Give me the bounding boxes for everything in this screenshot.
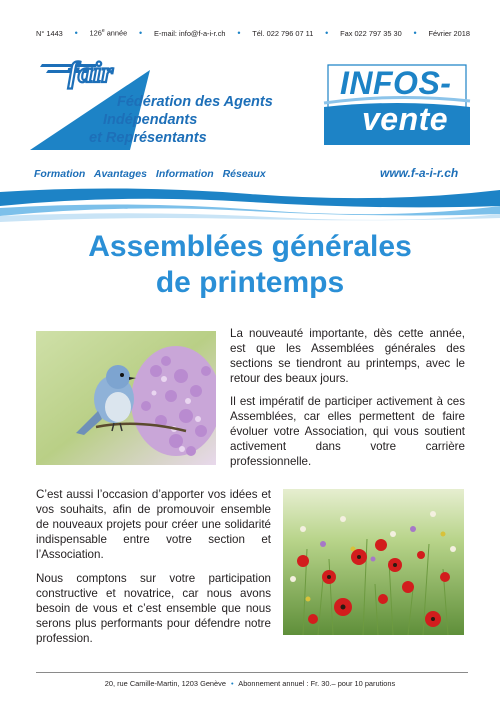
separator-bullet: • [139, 28, 143, 38]
org-name-line: et Représentants [89, 130, 207, 146]
website-link[interactable]: www.f-a-i-r.ch [380, 166, 459, 180]
svg-text:fair: fair [68, 56, 113, 89]
acronym-word: Réseaux [222, 168, 266, 180]
wildflower-meadow-photo [283, 489, 464, 635]
separator-bullet: • [413, 28, 417, 38]
separator-bullet: • [74, 28, 78, 38]
postal-address: 20, rue Camille-Martin, 1203 Genève [104, 679, 226, 688]
title-line: Assemblées générales [88, 230, 412, 263]
email-contact: E-mail: info@f-a-i-r.ch [153, 28, 226, 38]
org-name-line: Fédération des Agents [117, 94, 273, 110]
separator-bullet: • [325, 28, 329, 38]
masthead-info-line [36, 28, 470, 38]
acronym-tagline [34, 168, 272, 180]
issue-date: Février 2018 [428, 28, 470, 38]
article-title [0, 229, 500, 301]
edition-year: 126e année [89, 28, 128, 38]
footer-info [0, 679, 500, 688]
acronym-word: Information [155, 168, 214, 180]
article-paragraph: Il est impératif de participer activement à ces Assemblées, car elles permettent de faire évoluer votre Association, qui vous soutient activement dans votre carrière professionnelle. [230, 395, 465, 468]
separator-bullet: • [237, 28, 241, 38]
fax-contact: Fax 022 797 35 30 [340, 28, 402, 38]
acronym-word: Avantages [93, 168, 147, 180]
org-name-line: Indépendants [103, 112, 198, 128]
article-paragraph: Nous comptons sur votre participation constructive et novatrice, car nous avons besoin de vous et c’est ensemble que nous serons plus performants pour défendre notre profession. [36, 572, 271, 645]
title-line: de printemps [155, 266, 345, 299]
organisation-name [89, 93, 273, 147]
vente-title: vente [362, 101, 449, 137]
bird-on-lilac-photo [36, 331, 216, 465]
issue-number: N° 1443 [36, 28, 63, 38]
subscription-info: Abonnement annuel : Fr. 30.– pour 10 parutions [238, 679, 396, 688]
separator-bullet: • [231, 679, 234, 688]
acronym-word: Formation [34, 168, 86, 180]
article-paragraph: La nouveauté importante, dès cette année, est que les Assemblées générales des sections se tiendront au printemps, avec le retour des beaux jours. [230, 327, 465, 385]
infos-vente-banner [322, 63, 472, 145]
phone-contact: Tél. 022 796 07 11 [252, 28, 314, 38]
decorative-waves [0, 184, 500, 224]
article-paragraph: C’est aussi l’occasion d’apporter vos idées et vos souhaits, afin de promouvoir ensemble de nouveaux projets pour créer une solidarité indispensable entre votre section et l’Association. [36, 488, 271, 561]
infos-title: INFOS- [340, 65, 452, 101]
footer-divider [36, 672, 468, 673]
